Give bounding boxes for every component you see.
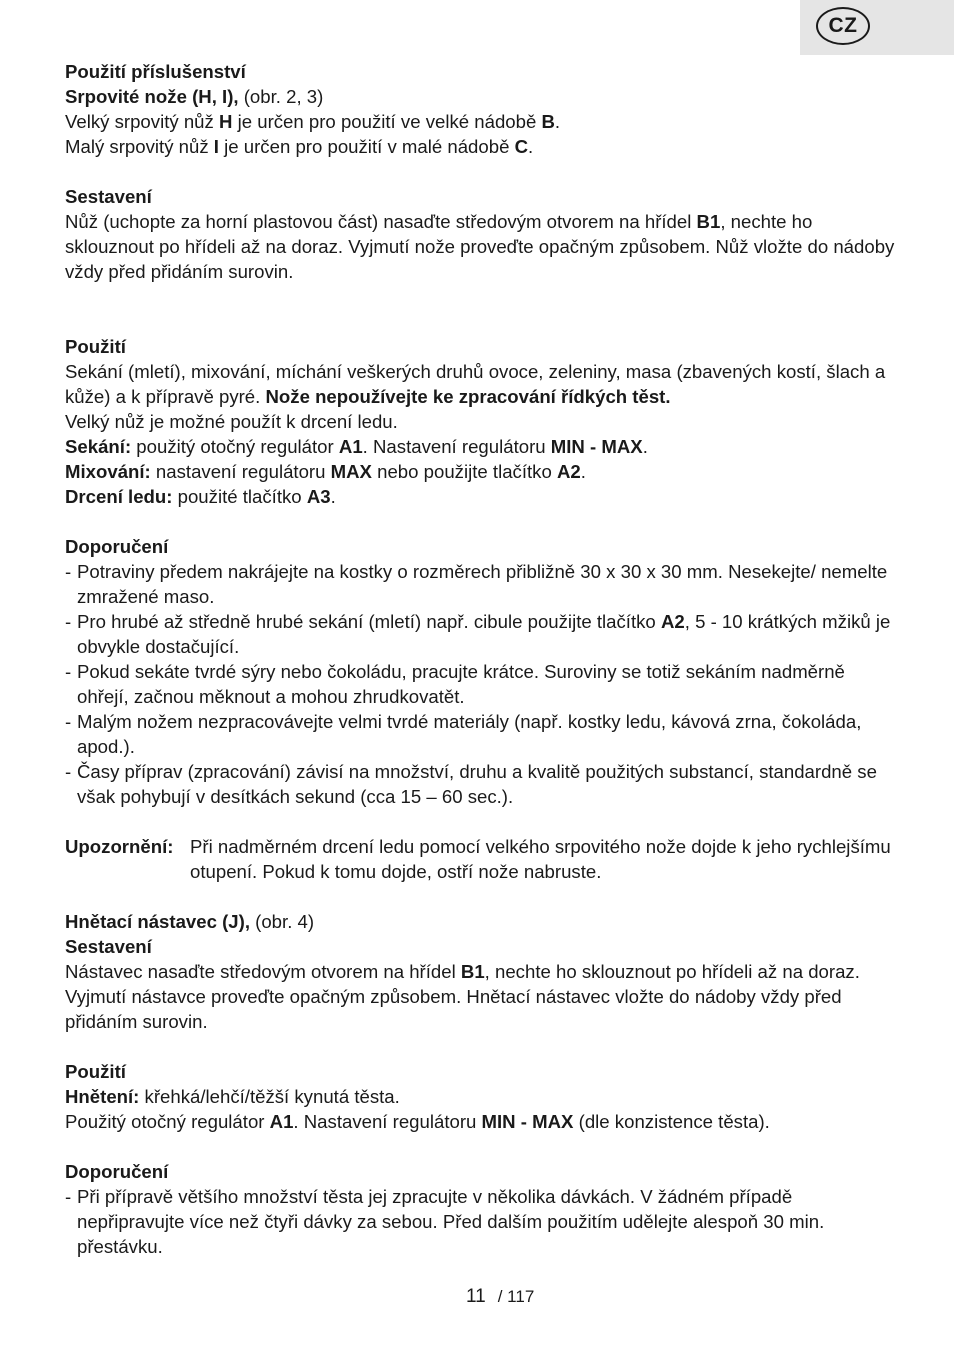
bullet-item: - Časy příprav (zpracování) závisí na množství, druhu a kvalitě použitých substancí, standardně se však pohybují v desítkách sekund (cca 15 – 60 sec.).	[65, 761, 877, 807]
section-heading: Použití	[65, 336, 126, 357]
warning-note	[65, 834, 900, 884]
section-heading: Doporučení	[65, 1161, 169, 1182]
paragraph-line: Hnětení: křehká/lehčí/těžší kynutá těsta.	[65, 1086, 400, 1107]
language-tab	[800, 0, 954, 55]
total-pages: / 117	[497, 1287, 535, 1306]
paragraph: Nástavec nasaďte středovým otvorem na hřídel B1, nechte ho sklouznout po hřídeli až na doraz. Vyjmutí nástavce proveďte opačným způsobem. Hnětací nástavec vložte do nádoby vždy před přidáním surovin.	[65, 961, 860, 1032]
bullet-item: - Pokud sekáte tvrdé sýry nebo čokoládu, pracujte krátce. Suroviny se totiž sekáním nadměrně ohřejí, začnou měknout a mohou zhrudkovatět.	[65, 661, 845, 707]
paragraph-line: Sekání: použitý otočný regulátor A1. Nastavení regulátoru MIN - MAX.	[65, 436, 648, 457]
paragraph-line: Použitý otočný regulátor A1. Nastavení regulátoru MIN - MAX (dle konzistence těsta).	[65, 1111, 770, 1132]
paragraph-line: Mixování: nastavení regulátoru MAX nebo použijte tlačítko A2.	[65, 461, 586, 482]
section-heading: Použití příslušenství	[65, 61, 246, 82]
current-page: 11	[466, 1286, 486, 1307]
paragraph-line: Drcení ledu: použité tlačítko A3.	[65, 486, 336, 507]
paragraph-line: Velký srpovitý nůž H je určen pro použití ve velké nádobě B.	[65, 111, 561, 132]
section-heading: Použití	[65, 1061, 126, 1082]
warning-text: Při nadměrném drcení ledu pomocí velkého srpovitého nože dojde k jeho rychlejšímu otupení. Pokud k tomu dojde, ostří nože nabruste.	[190, 836, 891, 882]
subheading: Sestavení	[65, 936, 152, 957]
section-heading: Sestavení	[65, 186, 152, 207]
paragraph: Sekání (mletí), mixování, míchání veškerých druhů ovoce, zeleniny, masa (zbavených kostí, šlach a kůže) a k přípravě pyré. Nože nepoužívejte ke zpracování řídkých těst.	[65, 361, 886, 407]
paragraph-line: Velký nůž je možné použít k drcení ledu.	[65, 411, 398, 432]
bullet-item: - Malým nožem nezpracovávejte velmi tvrdé materiály (např. kostky ledu, kávová zrna, čokoláda, apod.).	[65, 711, 862, 757]
bullet-item: - Potraviny předem nakrájejte na kostky o rozměrech přibližně 30 x 30 x 30 mm. Nesekejte/ nemelte zmražené maso.	[65, 561, 888, 607]
language-badge: CZ	[816, 7, 870, 45]
warning-label: Upozornění:	[65, 836, 174, 857]
section-heading: Hnětací nástavec (J), (obr. 4)	[65, 911, 315, 932]
bullet-item: - Při přípravě většího množství těsta jej zpracujte v několika dávkách. V žádném případě nepřipravujte více než čtyři dávky za sebou. Před dalším použitím udělejte alespoň 30 min. přestávku.	[65, 1186, 825, 1257]
page-number	[466, 1285, 534, 1309]
subheading: Srpovité nože (H, I), (obr. 2, 3)	[65, 86, 324, 107]
paragraph-line: Malý srpovitý nůž I je určen pro použití v malé nádobě C.	[65, 136, 534, 157]
section-heading: Doporučení	[65, 536, 169, 557]
document-body	[65, 59, 900, 1259]
paragraph: Nůž (uchopte za horní plastovou část) nasaďte středovým otvorem na hřídel B1, nechte ho sklouznout po hřídeli až na doraz. Vyjmutí nože proveďte opačným způsobem. Nůž vložte do nádoby vždy před přidáním surovin.	[65, 211, 895, 282]
bullet-item: - Pro hrubé až středně hrubé sekání (mletí) např. cibule použijte tlačítko A2, 5 - 10 krátkých mžiků je obvykle dostačující.	[65, 611, 891, 657]
